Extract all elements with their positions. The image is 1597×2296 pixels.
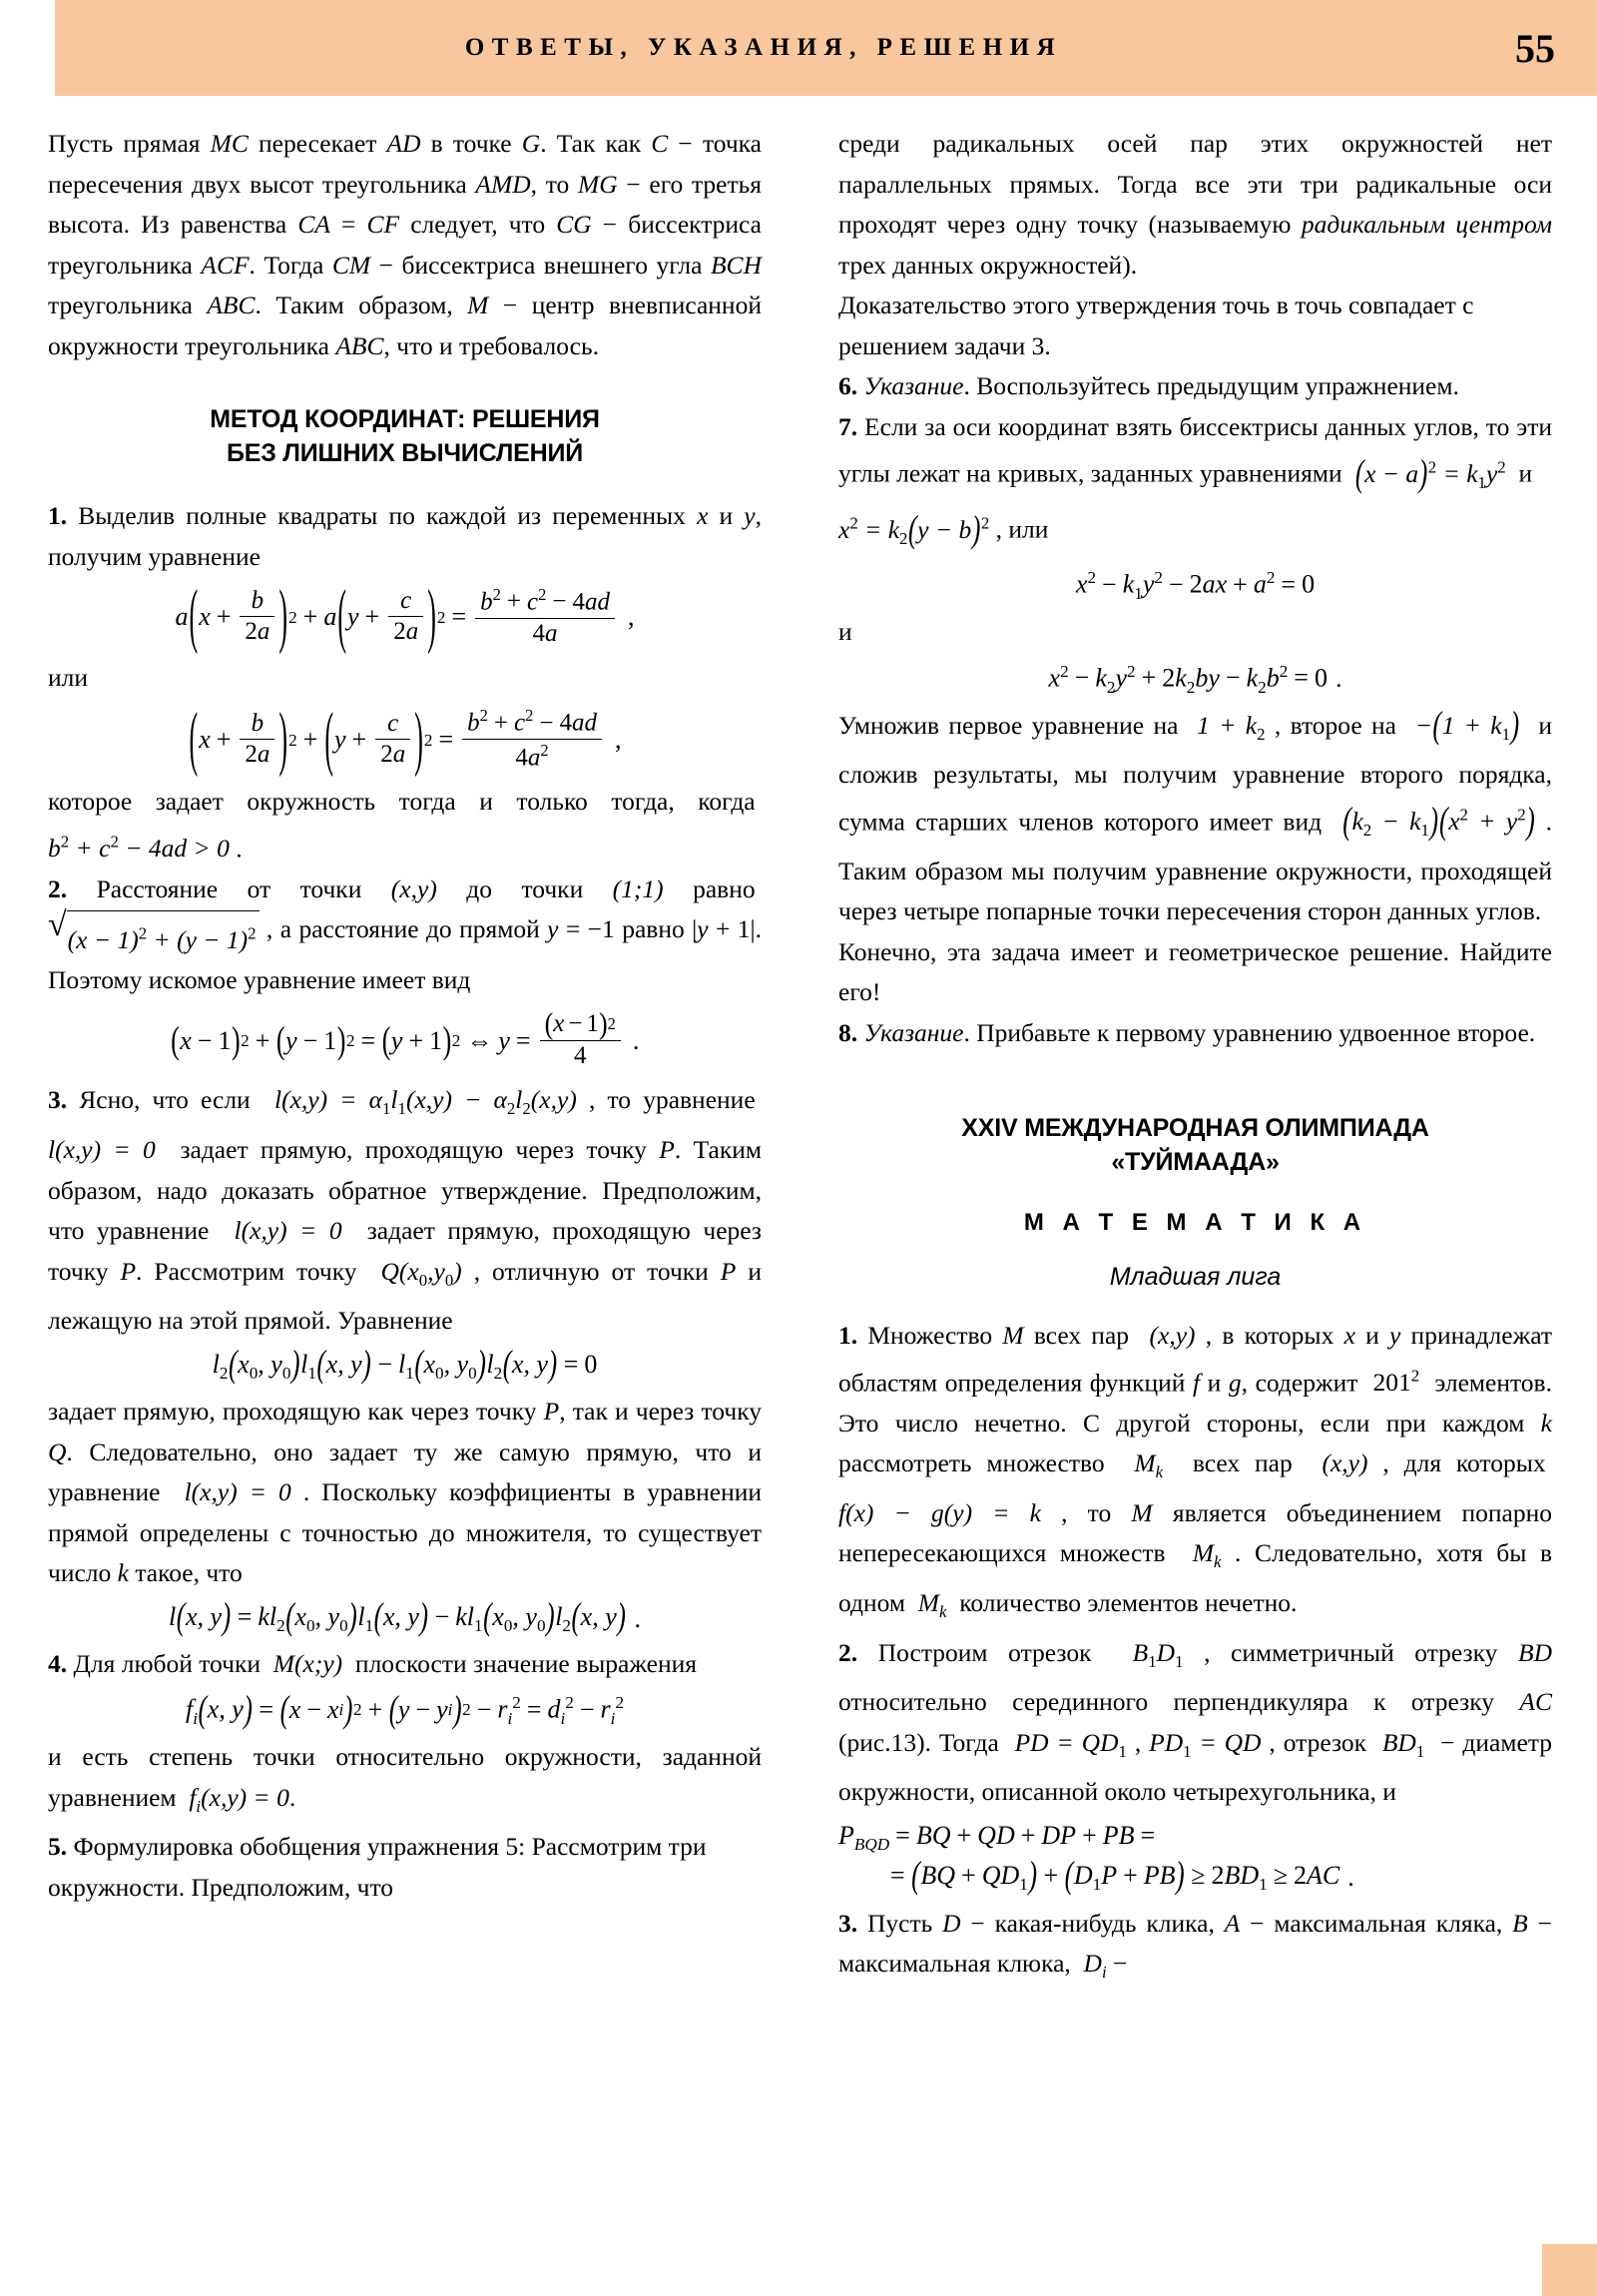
right-connector-i: и [838,617,852,647]
left-item-1: 1. Выделив полные квадраты по каждой из переменных x и y, получим уравнение [48,501,762,571]
formula-3a: $l_2(x_0$, $y_0)l_1(x$, $y) - l_1(x_0$, $y_0)l_2(x$, y) = 0 [212,1342,598,1385]
left-connector-ili-1: или [48,662,89,692]
formula-4: $f_i(x$, y) = ( x − x i ) 2 + ( y − y i ) 2 − $r_i^2 = d_i^2 - r_i^2$ [185,1688,625,1731]
formula-p2b: = $(BQ + QD_1) + (D_1P + PB) \ge 2BD_1 \ge 2AC$ . [890,1854,1354,1897]
left-item-1-after: которое задает окружность тогда и только тогда, когда $b^2 + c^2 - 4ad > 0$ . [48,787,762,863]
formula-7b: $x^2 - k_2y^2 + 2k_2by - k_2b^2 = 0$ . [1048,661,1342,697]
league-heading: Младшая лига [1109,1263,1282,1292]
left-column [48,124,762,1908]
left-item-4-after: и есть степень точки относительно окружности, заданной уравнением $f_i(x,y) = 0$. [48,1742,762,1816]
formula-1b: ( x + $\frac{b}{2a}$ ) 2 + ( y + $\frac{c}{2a}$ ) 2 = $\frac{b^2 + c^2 - 4ad}{4a^2}$ , [189,699,622,779]
bottom-corner-mark [1542,2244,1597,2296]
formula-7a: $x^2 - k_1y^2 - 2ax + a^2 = 0$ [1075,568,1316,604]
right-continuation-paragraph: среди радикальных осей пар этих окружностей нет параллельных прямых. Тогда все эти три радикальные оси проходят через одну точку (называемую радикальным центром трех данных окружностей). [838,129,1552,280]
right-proof-note: Доказательство этого утверждения точь в точь совпадает с решением задачи 3. [838,290,1474,360]
left-intro-paragraph: Пусть прямая MC пересекает AD в точке G. Так как C − точка пересечения двух высот треугольника AMD, то MG − его третья высота. Из равенства CA = CF следует, что CG − биссектриса треугольника ACF. Тогда CM − биссектриса внешнего угла BCH треугольника ABC. Таким образом, M − центр вневписанной окружности треугольника ABC, что и требовалось. [48,129,762,360]
right-item-8: 8. Указание. Прибавьте к первому уравнению удвоенное второе. [838,1017,1536,1047]
olympiad-heading-line2: «ТУЙМААДА» [1111,1148,1280,1177]
right-item-7-geom: Конечно, эта задача имеет и геометрическое решение. Найдите его! [838,936,1552,1007]
section-heading-line2: БЕЗ ЛИШНИХ ВЫЧИСЛЕНИЙ [226,439,584,467]
formula-3b: l(x, $y) = kl_2(x_0$, $y_0)l_1(x$, $y) - kl_1(x_0$, $y_0)l_2(x$, y) . [169,1594,641,1637]
subject-heading: М А Т Е М А Т И К А [1023,1209,1367,1237]
left-item-2: 2. Расстояние от точки (x,y) до точки (1;1) равно √ $(x - 1)^2 + (y - 1)^2$ , а расстояние до прямой y = −1 равно |y + 1|. Поэтому искомое уравнение имеет вид [48,873,762,995]
left-item-3-after: задает прямую, проходящую как через точку P, так и через точку Q. Следовательно, оно задает ту же самую прямую, что и уравнение l(x,y) = 0 . Поскольку коэффициенты в уравнении прямой определены с точностью до множителя, то существует число k такое, что [48,1397,763,1588]
right-problem-3: 3. Пусть D − какая-нибудь клика, A − максимальная кляка, B − максимальная клюка, $D_i$ − [838,1908,1552,1983]
formula-1a: a ( x + $\frac{b}{2a}$ ) 2 + a ( y + $\frac{c}{2a}$ ) 2 = $\frac{b^2 + c^2 - 4ad}{4a}$ , [175,576,635,656]
left-item-5: 5. Формулировка обобщения упражнения 5: Рассмотрим три окружности. Предположим, что [48,1832,707,1902]
left-item-4: 4. Для любой точки M(x;y) плоскости значение выражения [48,1648,697,1678]
right-item-6: 6. Указание. Воспользуйтесь предыдущим упражнением. [838,371,1459,400]
olympiad-heading-line1: XXIV МЕЖДУНАРОДНАЯ ОЛИМПИАДА [961,1114,1429,1143]
right-item-7-cont: $x^2 = k_2(y - b)^2$ , или [838,507,1049,550]
right-item-7-after: Умножив первое уравнение на $1 + k_2$ , второе на $-(1 + k_1)$ и сложив результаты, мы получим уравнение второго порядка, сумма старших членов которого имеет вид $(k_2 - k_1)(x^2 + y^2)$ . Таким образом мы получим уравнение окружности, проходящей через четыре попарные точки пересечения сторон данных углов. [838,703,1553,926]
right-problem-2: 2. Построим отрезок $B_1D_1$ , симметричный отрезку BD относительно серединного перпендикуляра к отрезку AC (рис.13). Тогда PD = $QD_1$ , $PD_1$ = QD , отрезок $BD_1$ − диаметр окружности, описанной около четырехугольника, и [838,1637,1553,1807]
right-item-7: 7. Если за оси координат взять биссектрисы данных углов, то эти углы лежат на кривых, заданных уравнениями $(x - a)^2 = k_1y^2$ и [838,411,1552,494]
formula-p2a: $P_{BQD}$ = BQ + QD + DP + PB = [838,1820,1156,1855]
page-number: 55 [1515,25,1555,71]
page-body [0,96,1597,2296]
right-column [838,124,1552,1994]
right-problem-1: 1. Множество M всех пар (x,y) , в которых x и y принадлежат областям определения функций f и g, содержит $201^2$ элементов. Это число нечетно. С другой стороны, если при каждом k рассмотреть множество $M_k$ всех пар (x,y) , для которых f(x) − g(y) = k , то M является объединением попарно непересекающихся множеств $M_k$ . Следовательно, хотя бы в одном $M_k$ количество элементов нечетно. [838,1321,1553,1622]
page-header-title: ОТВЕТЫ, УКАЗАНИЯ, РЕШЕНИЯ [464,34,1063,61]
formula-2: ( x − 1 ) 2 + ( y − 1 ) 2 = ( y + 1 ) 2 ⇔ y = ( x − 1 ) 2 4 . [171,1006,640,1070]
left-item-3: 3. Ясно, что если $l(x,y) = \alpha_1l_1(x,y) - \alpha_2l_2(x,y)$ , то уравнение l(x,y) = 0 задает прямую, проходящую через точку P. Таким образом, надо доказать обратное утверждение. Предположим, что уравнение l(x,y) = 0 задает прямую, проходящую через точку P. Рассмотрим точку $Q(x_0,y_0)$ , отличную от точки P и лежащую на этой прямой. Уравнение [48,1085,763,1336]
section-heading-line1: МЕТОД КООРДИНАТ: РЕШЕНИЯ [210,405,600,433]
